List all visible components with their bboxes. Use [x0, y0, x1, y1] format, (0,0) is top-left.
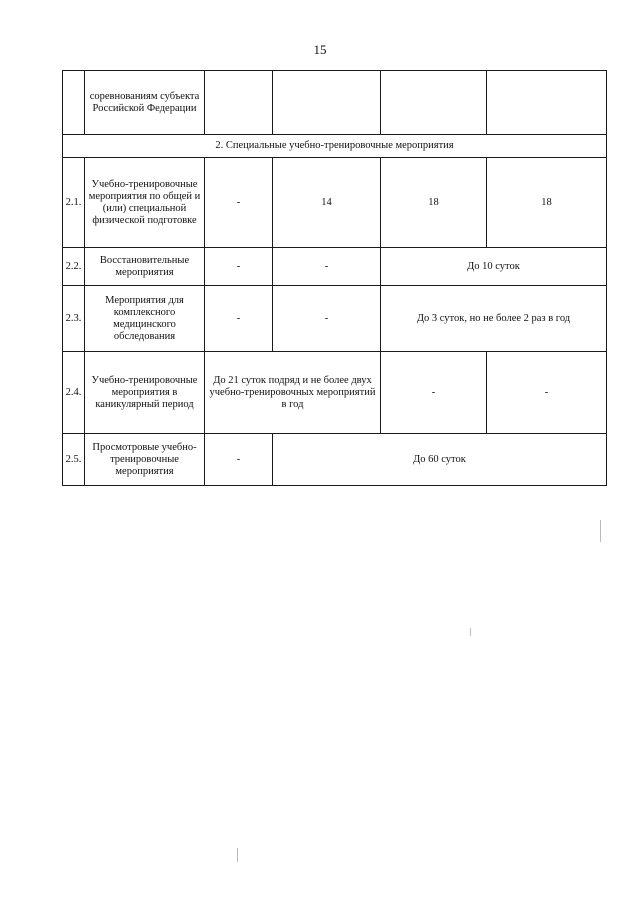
event-name-cell: Мероприятия для комплексного медицинского обследования — [85, 286, 205, 352]
value-cell-merged: До 60 суток — [273, 434, 607, 486]
section-title: 2. Специальные учебно-тренировочные мероприятия — [63, 135, 607, 158]
table-row — [63, 352, 607, 434]
value-cell: - — [487, 352, 607, 434]
value-cell: 14 — [273, 158, 381, 248]
event-name-cell: Просмотровые учебно-тренировочные мероприятия — [85, 434, 205, 486]
value-cell: 18 — [381, 158, 487, 248]
value-cell-merged: До 3 суток, но не более 2 раз в год — [381, 286, 607, 352]
event-name-cell: Восстановительные мероприятия — [85, 248, 205, 286]
event-name-cell: Учебно-тренировочные мероприятия в каникулярный период — [85, 352, 205, 434]
value-cell — [487, 71, 607, 135]
value-cell: - — [273, 248, 381, 286]
value-cell: - — [273, 286, 381, 352]
value-cell — [381, 71, 487, 135]
scan-artifact — [470, 628, 471, 636]
event-name-cell: Учебно-тренировочные мероприятия по общей и (или) специальной физической подготовке — [85, 158, 205, 248]
value-cell: - — [381, 352, 487, 434]
scan-artifact — [600, 520, 601, 542]
table-row — [63, 248, 607, 286]
scan-artifact — [237, 848, 238, 862]
table-row — [63, 71, 607, 135]
value-cell: - — [205, 158, 273, 248]
page-number: 15 — [313, 42, 327, 57]
event-name-cell: соревнованиям субъекта Российской Федерации — [85, 71, 205, 135]
value-cell — [273, 71, 381, 135]
row-number-cell — [63, 71, 85, 135]
row-number-cell: 2.4. — [63, 352, 85, 434]
value-cell-merged: До 21 суток подряд и не более двух учебно-тренировочных мероприятий в год — [205, 352, 381, 434]
row-number-cell: 2.1. — [63, 158, 85, 248]
value-cell — [205, 71, 273, 135]
row-number-cell: 2.5. — [63, 434, 85, 486]
row-number-cell: 2.3. — [63, 286, 85, 352]
value-cell: - — [205, 286, 273, 352]
table-row — [63, 434, 607, 486]
table-row — [63, 286, 607, 352]
value-cell: - — [205, 434, 273, 486]
value-cell: 18 — [487, 158, 607, 248]
section-header-row — [63, 135, 607, 158]
value-cell: - — [205, 248, 273, 286]
value-cell-merged: До 10 суток — [381, 248, 607, 286]
table-row — [63, 158, 607, 248]
row-number-cell: 2.2. — [63, 248, 85, 286]
training-events-table — [62, 70, 607, 486]
